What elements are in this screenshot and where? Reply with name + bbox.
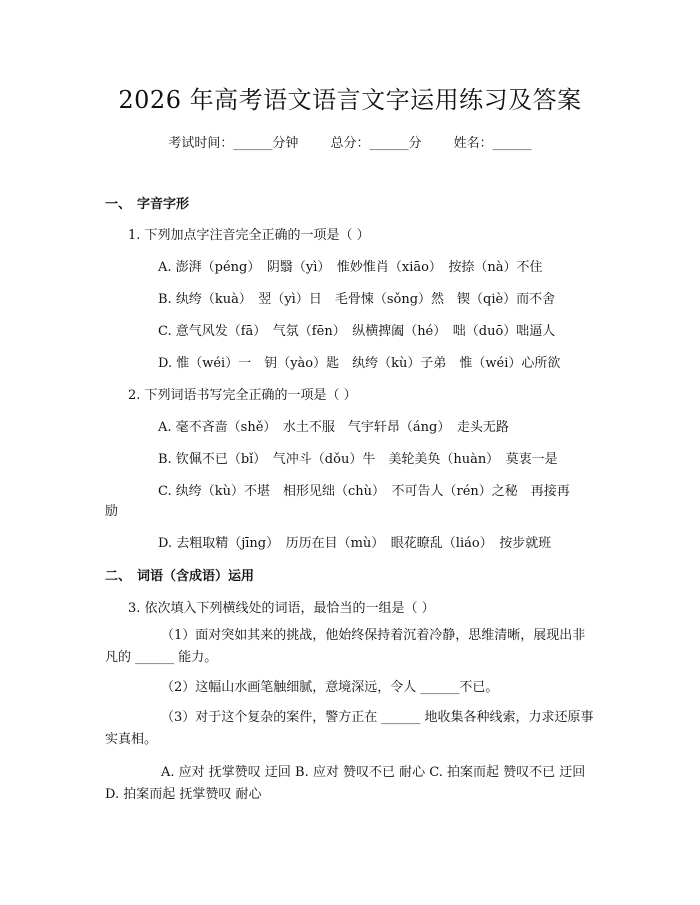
exam-name: 姓名：______ bbox=[453, 136, 532, 151]
q1-option-b: B. 纨绔（kuà） 翌（yì）日 毛骨悚（sǒng）然 锲（qiè）而不舍 bbox=[158, 292, 556, 307]
section-title: 词语（含成语）运用 bbox=[137, 569, 255, 584]
q1-option-a: A. 澎湃（péng） 阴翳（yì） 惟妙惟肖（xiāo） 按捺（nà）不住 bbox=[158, 260, 543, 275]
exam-time: 考试时间：______分钟 bbox=[168, 136, 299, 151]
section-number: 一、 bbox=[105, 197, 132, 212]
exam-score: 总分：______分 bbox=[330, 136, 422, 151]
q2-option-a: A. 毫不吝啬（shě） 水土不服 气宇轩昂（áng） 走头无路 bbox=[158, 420, 509, 435]
q3-item-2: （2）这幅山水画笔触细腻，意境深远，令人 ______不已。 bbox=[161, 680, 499, 695]
section-number: 二、 bbox=[105, 569, 132, 584]
q3-answer-options: A. 应对 抚掌赞叹 迂回 B. 应对 赞叹不已 耐心 C. 拍案而起 赞叹不已 迂回 D. 拍案而起 抚掌赞叹 耐心 bbox=[105, 765, 586, 802]
q2-option-c: C. 纨绔（kù）不堪 相形见绌（chù） 不可告人（rén）之秘 再接再 bbox=[158, 484, 570, 499]
question-2-stem: 2. 下列词语书写完全正确的一项是（ ） bbox=[128, 388, 357, 403]
q3-item-3: （3）对于这个复杂的案件，警方正在 ______ 地收集各种线索，力求还原事实真相。 bbox=[105, 710, 594, 747]
q2-option-d: D. 去粗取精（jīng） 历历在目（mù） 眼花瞭乱（liáo） 按步就班 bbox=[158, 536, 552, 551]
q1-option-d: D. 惟（wéi）一 钥（yào）匙 纨绔（kù）子弟 惟（wéi）心所欲 bbox=[158, 356, 561, 371]
section-heading-1 bbox=[105, 193, 189, 212]
q2-option-b: B. 钦佩不已（bǐ） 气冲斗（dǒu）牛 美轮美奂（huàn） 莫衷一是 bbox=[158, 452, 558, 467]
q3-item-1: （1）面对突如其来的挑战，他始终保持着沉着冷静，思维清晰，展现出非凡的 ______ 能力。 bbox=[105, 628, 586, 665]
q2-option-c-wrap: 励 bbox=[105, 504, 119, 519]
question-3-stem: 3. 依次填入下列横线处的词语，最恰当的一组是（ ） bbox=[128, 601, 435, 616]
section-heading-2 bbox=[105, 565, 254, 584]
exam-meta bbox=[0, 132, 700, 151]
q1-option-c: C. 意气风发（fā） 气氛（fēn） 纵横捭阖（hé） 咄（duō）咄逼人 bbox=[158, 324, 556, 339]
page-title: 2026 年高考语文语言文字运用练习及答案 bbox=[118, 86, 582, 114]
section-title: 字音字形 bbox=[137, 197, 190, 212]
question-1-stem: 1. 下列加点字注音完全正确的一项是（ ） bbox=[128, 228, 370, 243]
